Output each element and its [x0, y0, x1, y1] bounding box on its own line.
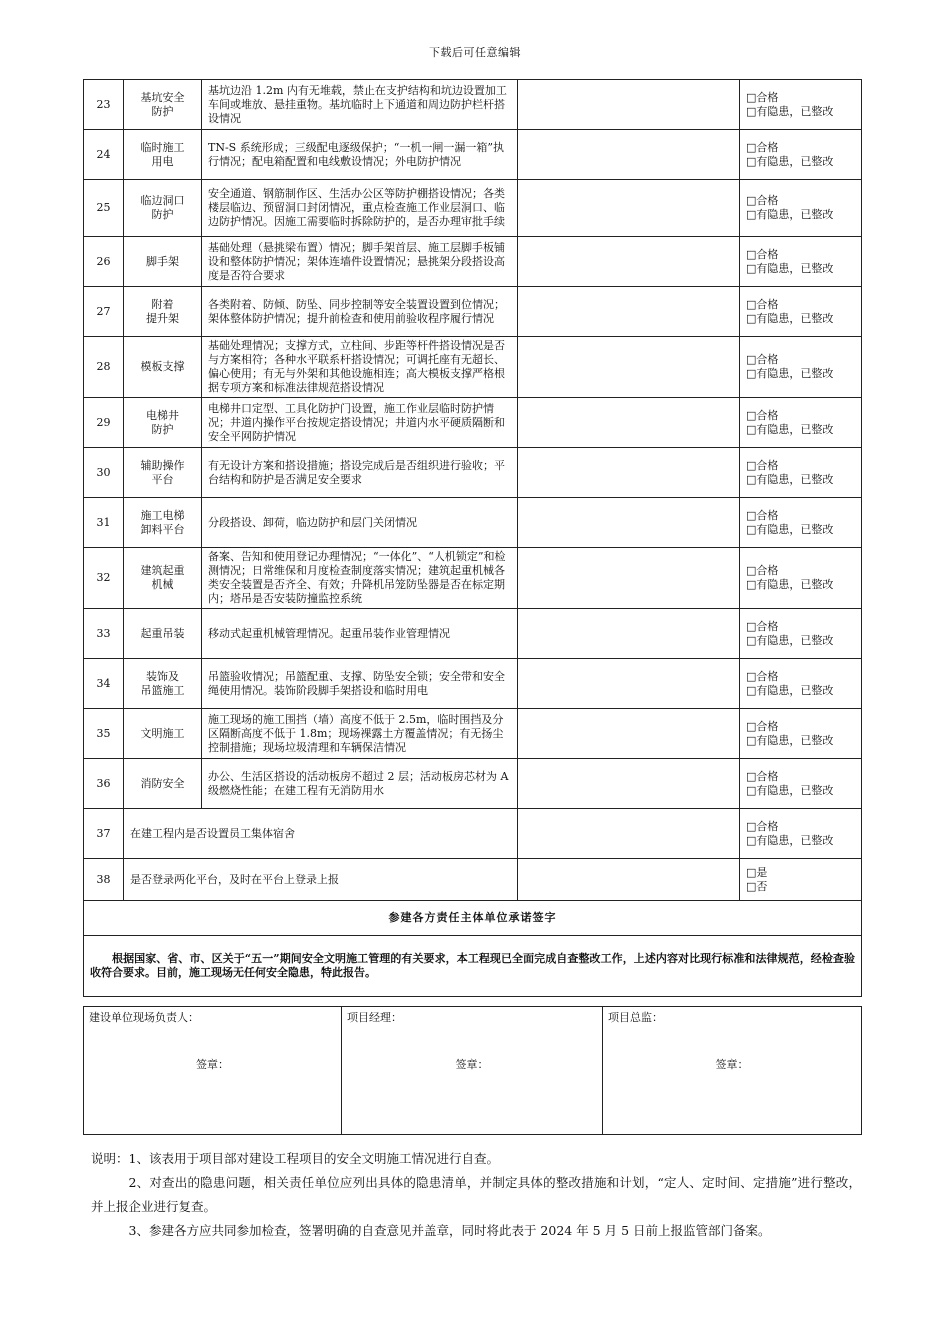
row-description: 办公、生活区搭设的活动板房不超过 2 层；活动板房芯材为 A 级燃烧性能；在建工程有无消防用水 — [202, 759, 518, 809]
row-result — [740, 859, 862, 901]
pass-checkbox[interactable]: □合格 — [746, 194, 779, 207]
row-remarks[interactable] — [518, 609, 740, 659]
pass-checkbox[interactable]: □合格 — [746, 619, 779, 633]
row-number: 33 — [84, 609, 124, 659]
checklist-row-37 — [84, 809, 862, 859]
hazard-fixed-checkbox[interactable]: □有隐患，已整改 — [746, 833, 834, 847]
row-item-name: 电梯井 防护 — [124, 398, 202, 448]
checklist-row-36 — [84, 759, 862, 809]
row-result — [740, 448, 862, 498]
pass-checkbox[interactable]: □合格 — [746, 408, 779, 422]
row-number: 35 — [84, 709, 124, 759]
row-result — [740, 287, 862, 337]
signature-label: 项目总监： — [608, 1011, 663, 1024]
row-item-name: 装饰及 吊篮施工 — [124, 659, 202, 709]
row-number: 38 — [84, 859, 124, 901]
pass-checkbox[interactable]: □合格 — [746, 508, 779, 522]
checklist-row-24 — [84, 130, 862, 180]
checklist-row-33 — [84, 609, 862, 659]
row-remarks[interactable] — [518, 398, 740, 448]
yes-checkbox[interactable]: □是 — [746, 865, 768, 879]
hazard-fixed-checkbox[interactable]: □有隐患，已整改 — [746, 261, 834, 275]
hazard-fixed-checkbox[interactable]: □有隐患，已整改 — [746, 472, 834, 486]
row-remarks[interactable] — [518, 548, 740, 609]
row-description: 备案、告知和使用登记办理情况；“一体化”、“人机锁定”和检测情况；日常维保和月度检查制度落实情况；建筑起重机械各类安全装置是否齐全、有效；升降机吊笼防坠器是否在标定期内；塔吊是否安装防撞监控系统 — [202, 548, 518, 609]
commitment-statement: 根据国家、省、市、区关于“五一”期间安全文明施工管理的有关要求，本工程现已全面完成自查整改工作，上述内容对比现行标准和法律规范，经检查验收符合要求。目前，施工现场无任何安全隐患，特此报告。 — [84, 936, 862, 997]
row-result — [740, 709, 862, 759]
signature-section-title: 参建各方责任主体单位承诺签字 — [84, 901, 862, 936]
pass-checkbox[interactable]: □合格 — [746, 669, 779, 683]
pass-checkbox[interactable]: □合格 — [746, 297, 779, 311]
row-number: 34 — [84, 659, 124, 709]
row-item-name: 消防安全 — [124, 759, 202, 809]
chief-supervisor-signature-cell[interactable] — [603, 1007, 862, 1135]
row-description: 有无设计方案和搭设措施；搭设完成后是否组织进行验收；平台结构和防护是否满足安全要求 — [202, 448, 518, 498]
row-remarks[interactable] — [518, 809, 740, 859]
hazard-fixed-checkbox[interactable]: □有隐患，已整改 — [746, 367, 834, 380]
pass-checkbox[interactable]: □合格 — [746, 564, 779, 577]
note-item: 说明：1、该表用于项目部对建设工程项目的安全文明施工情况进行自查。 — [91, 1151, 499, 1166]
seal-label: 签章： — [196, 1058, 229, 1071]
row-remarks[interactable] — [518, 80, 740, 130]
row-description: 在建工程内是否设置员工集体宿舍 — [124, 809, 518, 859]
row-remarks[interactable] — [518, 180, 740, 237]
notes-section — [91, 1147, 861, 1243]
row-number: 36 — [84, 759, 124, 809]
row-description: 分段搭设、卸荷，临边防护和层门关闭情况 — [202, 498, 518, 548]
hazard-fixed-checkbox[interactable]: □有隐患，已整改 — [746, 522, 834, 536]
row-result — [740, 130, 862, 180]
row-description: 是否登录两化平台，及时在平台上登录上报 — [124, 859, 518, 901]
checklist-row-32 — [84, 548, 862, 609]
note-item: 2、对查出的隐患问题，相关责任单位应列出具体的隐患清单，并制定具体的整改措施和计划，“定人、定时间、定措施”进行整改，并上报企业进行复查。 — [91, 1175, 861, 1214]
checklist-row-35 — [84, 709, 862, 759]
row-description: 电梯井口定型、工具化防护门设置，施工作业层临时防护情况；井道内操作平台按规定搭设情况；井道内水平硬质隔断和安全平网防护情况 — [202, 398, 518, 448]
signature-label: 项目经理： — [347, 1011, 402, 1024]
row-remarks[interactable] — [518, 448, 740, 498]
checklist-row-29 — [84, 398, 862, 448]
row-remarks[interactable] — [518, 859, 740, 901]
row-number: 27 — [84, 287, 124, 337]
pass-checkbox[interactable]: □合格 — [746, 353, 779, 366]
row-item-name: 模板支撑 — [124, 337, 202, 398]
row-description: 基坑边沿 1.2m 内有无堆载，禁止在支护结构和坑边设置加工车间或堆放、悬挂重物。基坑临时上下通道和周边防护栏杆搭设情况 — [202, 80, 518, 130]
checklist-row-23 — [84, 80, 862, 130]
row-number: 32 — [84, 548, 124, 609]
row-number: 29 — [84, 398, 124, 448]
row-remarks[interactable] — [518, 130, 740, 180]
pass-checkbox[interactable]: □合格 — [746, 769, 779, 783]
row-description: TN-S 系统形成；三级配电逐级保护；“一机一闸一漏一箱”执行情况；配电箱配置和电线敷设情况；外电防护情况 — [202, 130, 518, 180]
no-checkbox[interactable]: □否 — [746, 879, 768, 893]
row-remarks[interactable] — [518, 287, 740, 337]
row-description: 基础处理情况；支撑方式，立柱间、步距等杆件搭设情况是否与方案相符；各种水平联系杆搭设情况；可调托座有无超长、偏心使用；有无与外架和其他设施相连；高大模板支撑严格根据专项方案和标准法律规范搭设情况 — [202, 337, 518, 398]
checklist-row-27 — [84, 287, 862, 337]
checklist-row-31 — [84, 498, 862, 548]
signature-label: 建设单位现场负责人： — [89, 1011, 199, 1024]
row-item-name: 文明施工 — [124, 709, 202, 759]
pass-checkbox[interactable]: □合格 — [746, 90, 779, 104]
row-description: 移动式起重机械管理情况。起重吊装作业管理情况 — [202, 609, 518, 659]
hazard-fixed-checkbox[interactable]: □有隐患，已整改 — [746, 154, 834, 168]
row-number: 37 — [84, 809, 124, 859]
construction-unit-signature-cell[interactable] — [84, 1007, 342, 1135]
checklist-row-30 — [84, 448, 862, 498]
row-result — [740, 237, 862, 287]
row-remarks[interactable] — [518, 337, 740, 398]
pass-checkbox[interactable]: □合格 — [746, 458, 779, 472]
hazard-fixed-checkbox[interactable]: □有隐患，已整改 — [746, 104, 834, 118]
row-remarks[interactable] — [518, 498, 740, 548]
row-item-name: 建筑起重 机械 — [124, 548, 202, 609]
row-number: 24 — [84, 130, 124, 180]
row-description: 施工现场的施工围挡（墙）高度不低于 2.5m，临时围挡及分区隔断高度不低于 1.8m；现场裸露土方覆盖情况；有无扬尘控制措施；现场垃圾清理和车辆保洁情况 — [202, 709, 518, 759]
checklist-row-28 — [84, 337, 862, 398]
pass-checkbox[interactable]: □合格 — [746, 140, 779, 154]
row-remarks[interactable] — [518, 709, 740, 759]
row-item-name: 附着 提升架 — [124, 287, 202, 337]
row-result — [740, 180, 862, 237]
row-description: 各类附着、防倾、防坠、同步控制等安全装置设置到位情况；架体整体防护情况；提升前检查和使用前验收程序履行情况 — [202, 287, 518, 337]
row-result — [740, 609, 862, 659]
row-item-name: 辅助操作 平台 — [124, 448, 202, 498]
commitment-row — [84, 936, 862, 997]
row-remarks[interactable] — [518, 237, 740, 287]
hazard-fixed-checkbox[interactable]: □有隐患，已整改 — [746, 783, 834, 797]
row-description: 吊篮验收情况；吊篮配重、支撑、防坠安全锁；安全带和安全绳使用情况。装饰阶段脚手架搭设和临时用电 — [202, 659, 518, 709]
signature-table — [83, 1006, 862, 1135]
seal-label: 签章： — [455, 1058, 489, 1071]
pass-checkbox[interactable]: □合格 — [746, 719, 779, 733]
hazard-fixed-checkbox[interactable]: □有隐患，已整改 — [746, 633, 834, 647]
row-number: 25 — [84, 180, 124, 237]
row-result — [740, 659, 862, 709]
row-result — [740, 398, 862, 448]
checklist-row-25 — [84, 180, 862, 237]
row-number: 31 — [84, 498, 124, 548]
signature-title-row — [84, 901, 862, 936]
checklist-table — [83, 79, 862, 997]
note-item: 3、参建各方应共同参加检查，签署明确的自查意见并盖章，同时将此表于 2024 年 5 月 5 日前上报监管部门备案。 — [128, 1223, 771, 1238]
hazard-fixed-checkbox[interactable]: □有隐患，已整改 — [746, 311, 834, 325]
row-result — [740, 809, 862, 859]
seal-label: 签章： — [715, 1058, 749, 1071]
row-description: 安全通道、钢筋制作区、生活办公区等防护棚搭设情况；各类楼层临边、预留洞口封闭情况，重点检查施工作业层洞口、临边防护情况。因施工需要临时拆除防护的，是否办理审批手续 — [202, 180, 518, 237]
row-item-name: 临边洞口 防护 — [124, 180, 202, 237]
row-result — [740, 498, 862, 548]
row-item-name: 脚手架 — [124, 237, 202, 287]
row-item-name: 施工电梯 卸料平台 — [124, 498, 202, 548]
checklist-row-34 — [84, 659, 862, 709]
row-remarks[interactable] — [518, 659, 740, 709]
hazard-fixed-checkbox[interactable]: □有隐患，已整改 — [746, 683, 834, 697]
pass-checkbox[interactable]: □合格 — [746, 247, 779, 261]
hazard-fixed-checkbox[interactable]: □有隐患，已整改 — [746, 208, 834, 221]
row-number: 28 — [84, 337, 124, 398]
pass-checkbox[interactable]: □合格 — [746, 819, 779, 833]
checklist-row-26 — [84, 237, 862, 287]
row-result — [740, 759, 862, 809]
row-result — [740, 80, 862, 130]
row-number: 23 — [84, 80, 124, 130]
row-number: 26 — [84, 237, 124, 287]
header-note: 下载后可任意编辑 — [429, 46, 521, 59]
hazard-fixed-checkbox[interactable]: □有隐患，已整改 — [746, 422, 834, 436]
row-item-name: 临时施工 用电 — [124, 130, 202, 180]
row-description: 基础处理（悬挑梁布置）情况；脚手架首层、施工层脚手板铺设和整体防护情况；架体连墙件设置情况；悬挑架分段搭设高度是否符合要求 — [202, 237, 518, 287]
hazard-fixed-checkbox[interactable]: □有隐患，已整改 — [746, 578, 834, 591]
hazard-fixed-checkbox[interactable]: □有隐患，已整改 — [746, 733, 834, 747]
project-manager-signature-cell[interactable] — [342, 1007, 603, 1135]
row-result — [740, 548, 862, 609]
row-number: 30 — [84, 448, 124, 498]
row-remarks[interactable] — [518, 759, 740, 809]
row-item-name: 起重吊装 — [124, 609, 202, 659]
row-result — [740, 337, 862, 398]
checklist-row-38 — [84, 859, 862, 901]
row-item-name: 基坑安全 防护 — [124, 80, 202, 130]
